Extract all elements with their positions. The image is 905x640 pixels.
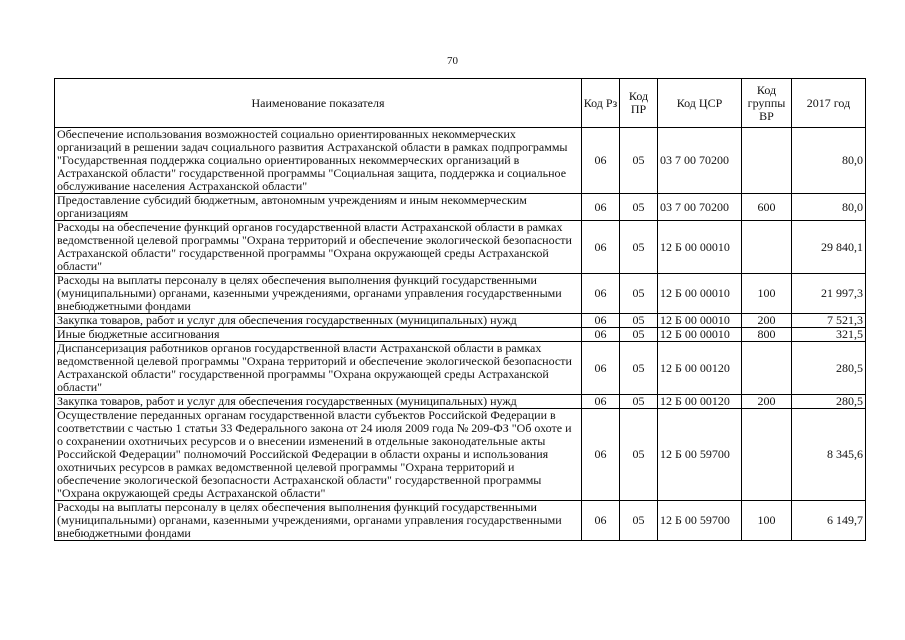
header-csr: Код ЦСР bbox=[658, 79, 742, 128]
header-pr: Код ПР bbox=[620, 79, 658, 128]
row-amount: 29 840,1 bbox=[792, 221, 866, 274]
row-csr: 12 Б 00 00010 bbox=[658, 314, 742, 328]
table-row bbox=[55, 409, 866, 501]
table-row bbox=[55, 328, 866, 342]
row-amount: 280,5 bbox=[792, 342, 866, 395]
row-name: Расходы на обеспечение функций органов государственной власти Астраханской области в рамках ведомственной целевой программы "Охрана территорий и обеспечение экологической безопасности Астраханской области" государственной программы "Охрана окружающей среды Астраханской области" bbox=[55, 221, 582, 274]
row-vr: 100 bbox=[742, 501, 792, 541]
row-amount: 280,5 bbox=[792, 395, 866, 409]
table-row bbox=[55, 501, 866, 541]
row-rz: 06 bbox=[582, 409, 620, 501]
row-vr bbox=[742, 128, 792, 194]
row-pr: 05 bbox=[620, 342, 658, 395]
row-rz: 06 bbox=[582, 314, 620, 328]
row-vr bbox=[742, 409, 792, 501]
row-amount: 321,5 bbox=[792, 328, 866, 342]
row-pr: 05 bbox=[620, 501, 658, 541]
table-row bbox=[55, 395, 866, 409]
budget-table bbox=[54, 78, 866, 541]
row-pr: 05 bbox=[620, 194, 658, 221]
row-rz: 06 bbox=[582, 221, 620, 274]
row-pr: 05 bbox=[620, 221, 658, 274]
row-rz: 06 bbox=[582, 328, 620, 342]
table-row bbox=[55, 194, 866, 221]
row-vr: 200 bbox=[742, 314, 792, 328]
row-vr: 100 bbox=[742, 274, 792, 314]
table-row bbox=[55, 128, 866, 194]
row-pr: 05 bbox=[620, 328, 658, 342]
row-pr: 05 bbox=[620, 395, 658, 409]
row-amount: 8 345,6 bbox=[792, 409, 866, 501]
row-pr: 05 bbox=[620, 314, 658, 328]
row-csr: 12 Б 00 00010 bbox=[658, 328, 742, 342]
row-rz: 06 bbox=[582, 128, 620, 194]
row-name: Расходы на выплаты персоналу в целях обеспечения выполнения функций государственными (муниципальными) органами, казенными учреждениями, органами управления государственными внебюджетными фондами bbox=[55, 501, 582, 541]
row-rz: 06 bbox=[582, 274, 620, 314]
row-pr: 05 bbox=[620, 128, 658, 194]
row-name: Обеспечение использования возможностей социально ориентированных некоммерческих организаций в решении задач социального развития Астраханской области в рамках подпрограммы "Государственная поддержка социально ориентированных некоммерческих организаций в Астраханской области" государственной программы "Социальная защита, поддержка и социальное обслуживание населения Астраханской области" bbox=[55, 128, 582, 194]
header-rz: Код Рз bbox=[582, 79, 620, 128]
row-amount: 80,0 bbox=[792, 128, 866, 194]
row-rz: 06 bbox=[582, 395, 620, 409]
row-amount: 6 149,7 bbox=[792, 501, 866, 541]
row-rz: 06 bbox=[582, 501, 620, 541]
row-vr: 800 bbox=[742, 328, 792, 342]
table-row bbox=[55, 274, 866, 314]
row-name: Иные бюджетные ассигнования bbox=[55, 328, 582, 342]
row-rz: 06 bbox=[582, 342, 620, 395]
row-pr: 05 bbox=[620, 409, 658, 501]
row-name: Расходы на выплаты персоналу в целях обеспечения выполнения функций государственными (муниципальными) органами, казенными учреждениями, органами управления государственными внебюджетными фондами bbox=[55, 274, 582, 314]
row-vr: 600 bbox=[742, 194, 792, 221]
row-csr: 12 Б 00 00120 bbox=[658, 395, 742, 409]
row-csr: 12 Б 00 00120 bbox=[658, 342, 742, 395]
row-amount: 80,0 bbox=[792, 194, 866, 221]
row-name: Осуществление переданных органам государственной власти субъектов Российской Федерации в соответствии с частью 1 статьи 33 Федерального закона от 24 июля 2009 года № 209-ФЗ "Об охоте и о сохранении охотничьих ресурсов и о внесении изменений в отдельные законодательные акты Российской Федерации" полномочий Российской Федерации в области охраны и использования охотничьих ресурсов в рамках ведомственной целевой программы "Охрана территорий и обеспечение экологической безопасности Астраханской области" государственной программы "Охрана окружающей среды Астраханской области" bbox=[55, 409, 582, 501]
table-row bbox=[55, 314, 866, 328]
row-name: Закупка товаров, работ и услуг для обеспечения государственных (муниципальных) нужд bbox=[55, 395, 582, 409]
table-row bbox=[55, 342, 866, 395]
header-year: 2017 год bbox=[792, 79, 866, 128]
row-vr bbox=[742, 342, 792, 395]
row-csr: 12 Б 00 59700 bbox=[658, 501, 742, 541]
row-rz: 06 bbox=[582, 194, 620, 221]
row-name: Предоставление субсидий бюджетным, автономным учреждениям и иным некоммерческим организациям bbox=[55, 194, 582, 221]
table-header-row bbox=[55, 79, 866, 128]
row-vr: 200 bbox=[742, 395, 792, 409]
row-amount: 7 521,3 bbox=[792, 314, 866, 328]
row-amount: 21 997,3 bbox=[792, 274, 866, 314]
page-number: 70 bbox=[447, 55, 458, 67]
row-vr bbox=[742, 221, 792, 274]
header-vr: Код группы ВР bbox=[742, 79, 792, 128]
row-pr: 05 bbox=[620, 274, 658, 314]
row-csr: 12 Б 00 00010 bbox=[658, 274, 742, 314]
table-row bbox=[55, 221, 866, 274]
row-csr: 12 Б 00 59700 bbox=[658, 409, 742, 501]
row-csr: 03 7 00 70200 bbox=[658, 128, 742, 194]
header-name: Наименование показателя bbox=[55, 79, 582, 128]
row-csr: 03 7 00 70200 bbox=[658, 194, 742, 221]
row-csr: 12 Б 00 00010 bbox=[658, 221, 742, 274]
row-name: Закупка товаров, работ и услуг для обеспечения государственных (муниципальных) нужд bbox=[55, 314, 582, 328]
row-name: Диспансеризация работников органов государственной власти Астраханской области в рамках ведомственной целевой программы "Охрана территорий и обеспечение экологической безопасности Астраханской области" государственной программы "Охрана окружающей среды Астраханской области" bbox=[55, 342, 582, 395]
